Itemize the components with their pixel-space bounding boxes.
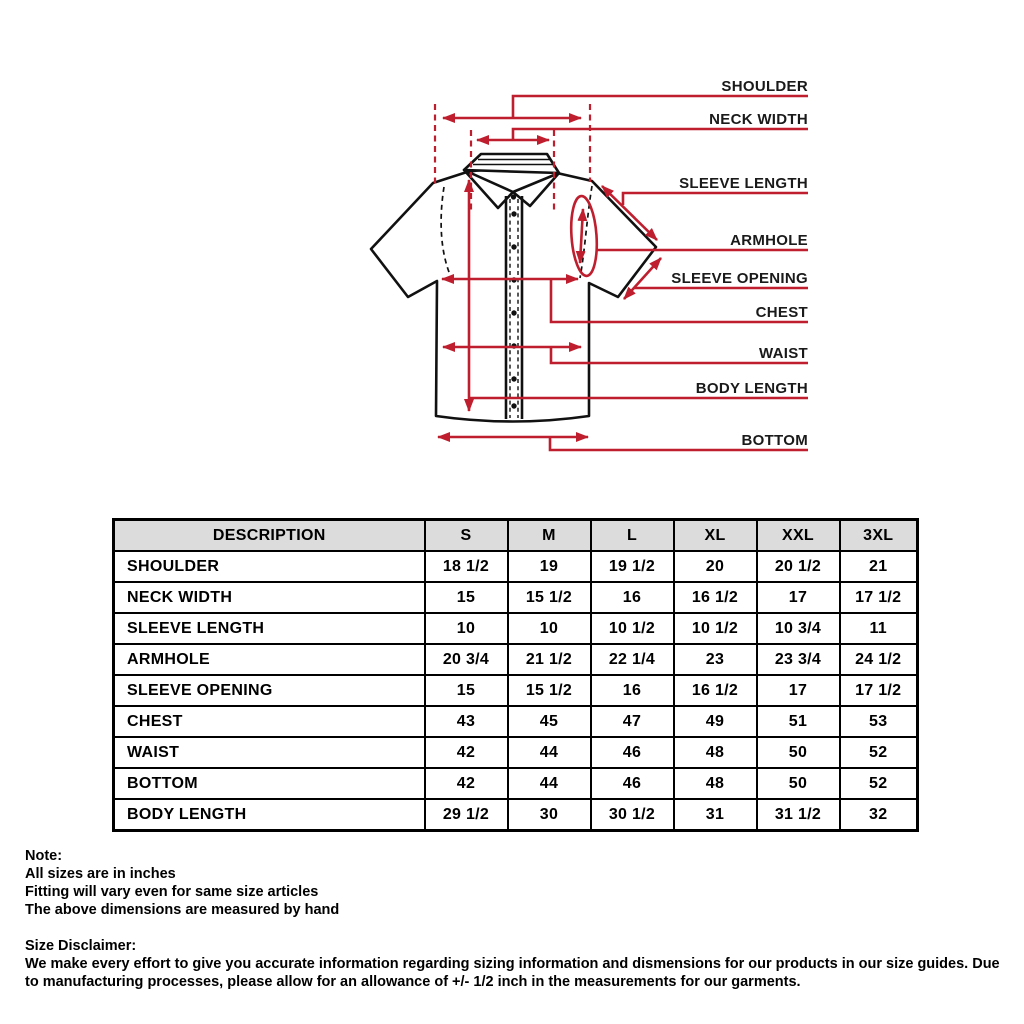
table-row [114,675,918,706]
table-cell: 17 [757,675,840,706]
label-sleeve-length: SLEEVE LENGTH [679,175,808,192]
table-cell: 50 [757,737,840,768]
row-label: NECK WIDTH [114,582,425,613]
table-cell: 11 [840,613,918,644]
col-header-l: L [591,520,674,552]
col-header-s: S [425,520,508,552]
disclaimer-title: Size Disclaimer: [25,938,137,954]
table-cell: 15 1/2 [508,675,591,706]
col-header-description: DESCRIPTION [114,520,425,552]
table-row [114,551,918,582]
row-label: SHOULDER [114,551,425,582]
label-chest: CHEST [755,304,808,321]
table-cell: 48 [674,737,757,768]
table-cell: 51 [757,706,840,737]
size-table [112,518,919,832]
table-cell: 46 [591,768,674,799]
table-cell: 16 [591,675,674,706]
table-cell: 29 1/2 [425,799,508,831]
table-cell: 10 1/2 [591,613,674,644]
label-neck-width: NECK WIDTH [709,111,808,128]
shirt-body [371,169,656,422]
table-cell: 42 [425,768,508,799]
table-cell: 23 [674,644,757,675]
table-row [114,737,918,768]
table-cell: 17 1/2 [840,582,918,613]
row-label: CHEST [114,706,425,737]
neck-width-leader [513,129,808,140]
row-label: SLEEVE OPENING [114,675,425,706]
table-cell: 20 1/2 [757,551,840,582]
table-cell: 45 [508,706,591,737]
table-cell: 52 [840,768,918,799]
col-header-m: M [508,520,591,552]
table-cell: 21 [840,551,918,582]
row-label: SLEEVE LENGTH [114,613,425,644]
label-body-length: BODY LENGTH [695,380,808,397]
table-row [114,613,918,644]
label-armhole: ARMHOLE [730,232,808,249]
table-row [114,706,918,737]
table-cell: 30 1/2 [591,799,674,831]
table-cell: 53 [840,706,918,737]
table-cell: 50 [757,768,840,799]
table-cell: 15 [425,675,508,706]
table-cell: 31 1/2 [757,799,840,831]
button [511,376,516,381]
table-row [114,644,918,675]
note-line: All sizes are in inches [25,866,176,882]
label-shoulder: SHOULDER [721,78,808,95]
table-row [114,799,918,831]
collar-button [511,194,516,199]
col-header-3xl: 3XL [840,520,918,552]
table-cell: 17 [757,582,840,613]
table-cell: 42 [425,737,508,768]
table-cell: 23 3/4 [757,644,840,675]
diagram-labels [671,78,808,449]
button [511,244,516,249]
col-header-xxl: XXL [757,520,840,552]
table-cell: 22 1/4 [591,644,674,675]
header-row [114,520,918,552]
table-cell: 16 1/2 [674,675,757,706]
table-cell: 20 3/4 [425,644,508,675]
row-label: WAIST [114,737,425,768]
table-cell: 19 1/2 [591,551,674,582]
note-line: The above dimensions are measured by hand [25,902,340,918]
table-cell: 47 [591,706,674,737]
table-cell: 24 1/2 [840,644,918,675]
table-cell: 17 1/2 [840,675,918,706]
table-cell: 44 [508,768,591,799]
table-row [114,582,918,613]
table-cell: 43 [425,706,508,737]
row-label: ARMHOLE [114,644,425,675]
table-cell: 52 [840,737,918,768]
table-cell: 10 [508,613,591,644]
label-sleeve-opening: SLEEVE OPENING [671,270,808,287]
table-cell: 31 [674,799,757,831]
table-cell: 16 [591,582,674,613]
table-cell: 15 1/2 [508,582,591,613]
table-cell: 10 1/2 [674,613,757,644]
col-header-xl: XL [674,520,757,552]
button [511,211,516,216]
table-cell: 21 1/2 [508,644,591,675]
table-cell: 10 [425,613,508,644]
label-bottom: BOTTOM [741,432,808,449]
table-cell: 32 [840,799,918,831]
label-waist: WAIST [759,345,808,362]
table-cell: 48 [674,768,757,799]
row-label: BODY LENGTH [114,799,425,831]
shirt-outline [371,154,656,422]
note-section [25,847,339,919]
table-cell: 15 [425,582,508,613]
button [511,403,516,408]
table-cell: 49 [674,706,757,737]
table-row [114,768,918,799]
disclaimer-body: We make every effort to give you accurate information regarding sizing information and dismensions for our products in our size guides. Due to manufacturing processes, please allow for an allowance of +/- 1/2 inch in the measurements for our garments. [25,956,1000,990]
disclaimer-section [25,937,1007,991]
table-cell: 19 [508,551,591,582]
sleeve-length-leader [623,193,808,205]
table-cell: 16 1/2 [674,582,757,613]
shirt-measurement-diagram [0,0,1024,470]
table-cell: 44 [508,737,591,768]
table-cell: 10 3/4 [757,613,840,644]
button [511,310,516,315]
table-cell: 46 [591,737,674,768]
note-title: Note: [25,848,63,864]
collar-band [464,154,559,173]
row-label: BOTTOM [114,768,425,799]
table-cell: 18 1/2 [425,551,508,582]
table-cell: 30 [508,799,591,831]
note-line: Fitting will vary even for same size articles [25,884,319,900]
table-cell: 20 [674,551,757,582]
